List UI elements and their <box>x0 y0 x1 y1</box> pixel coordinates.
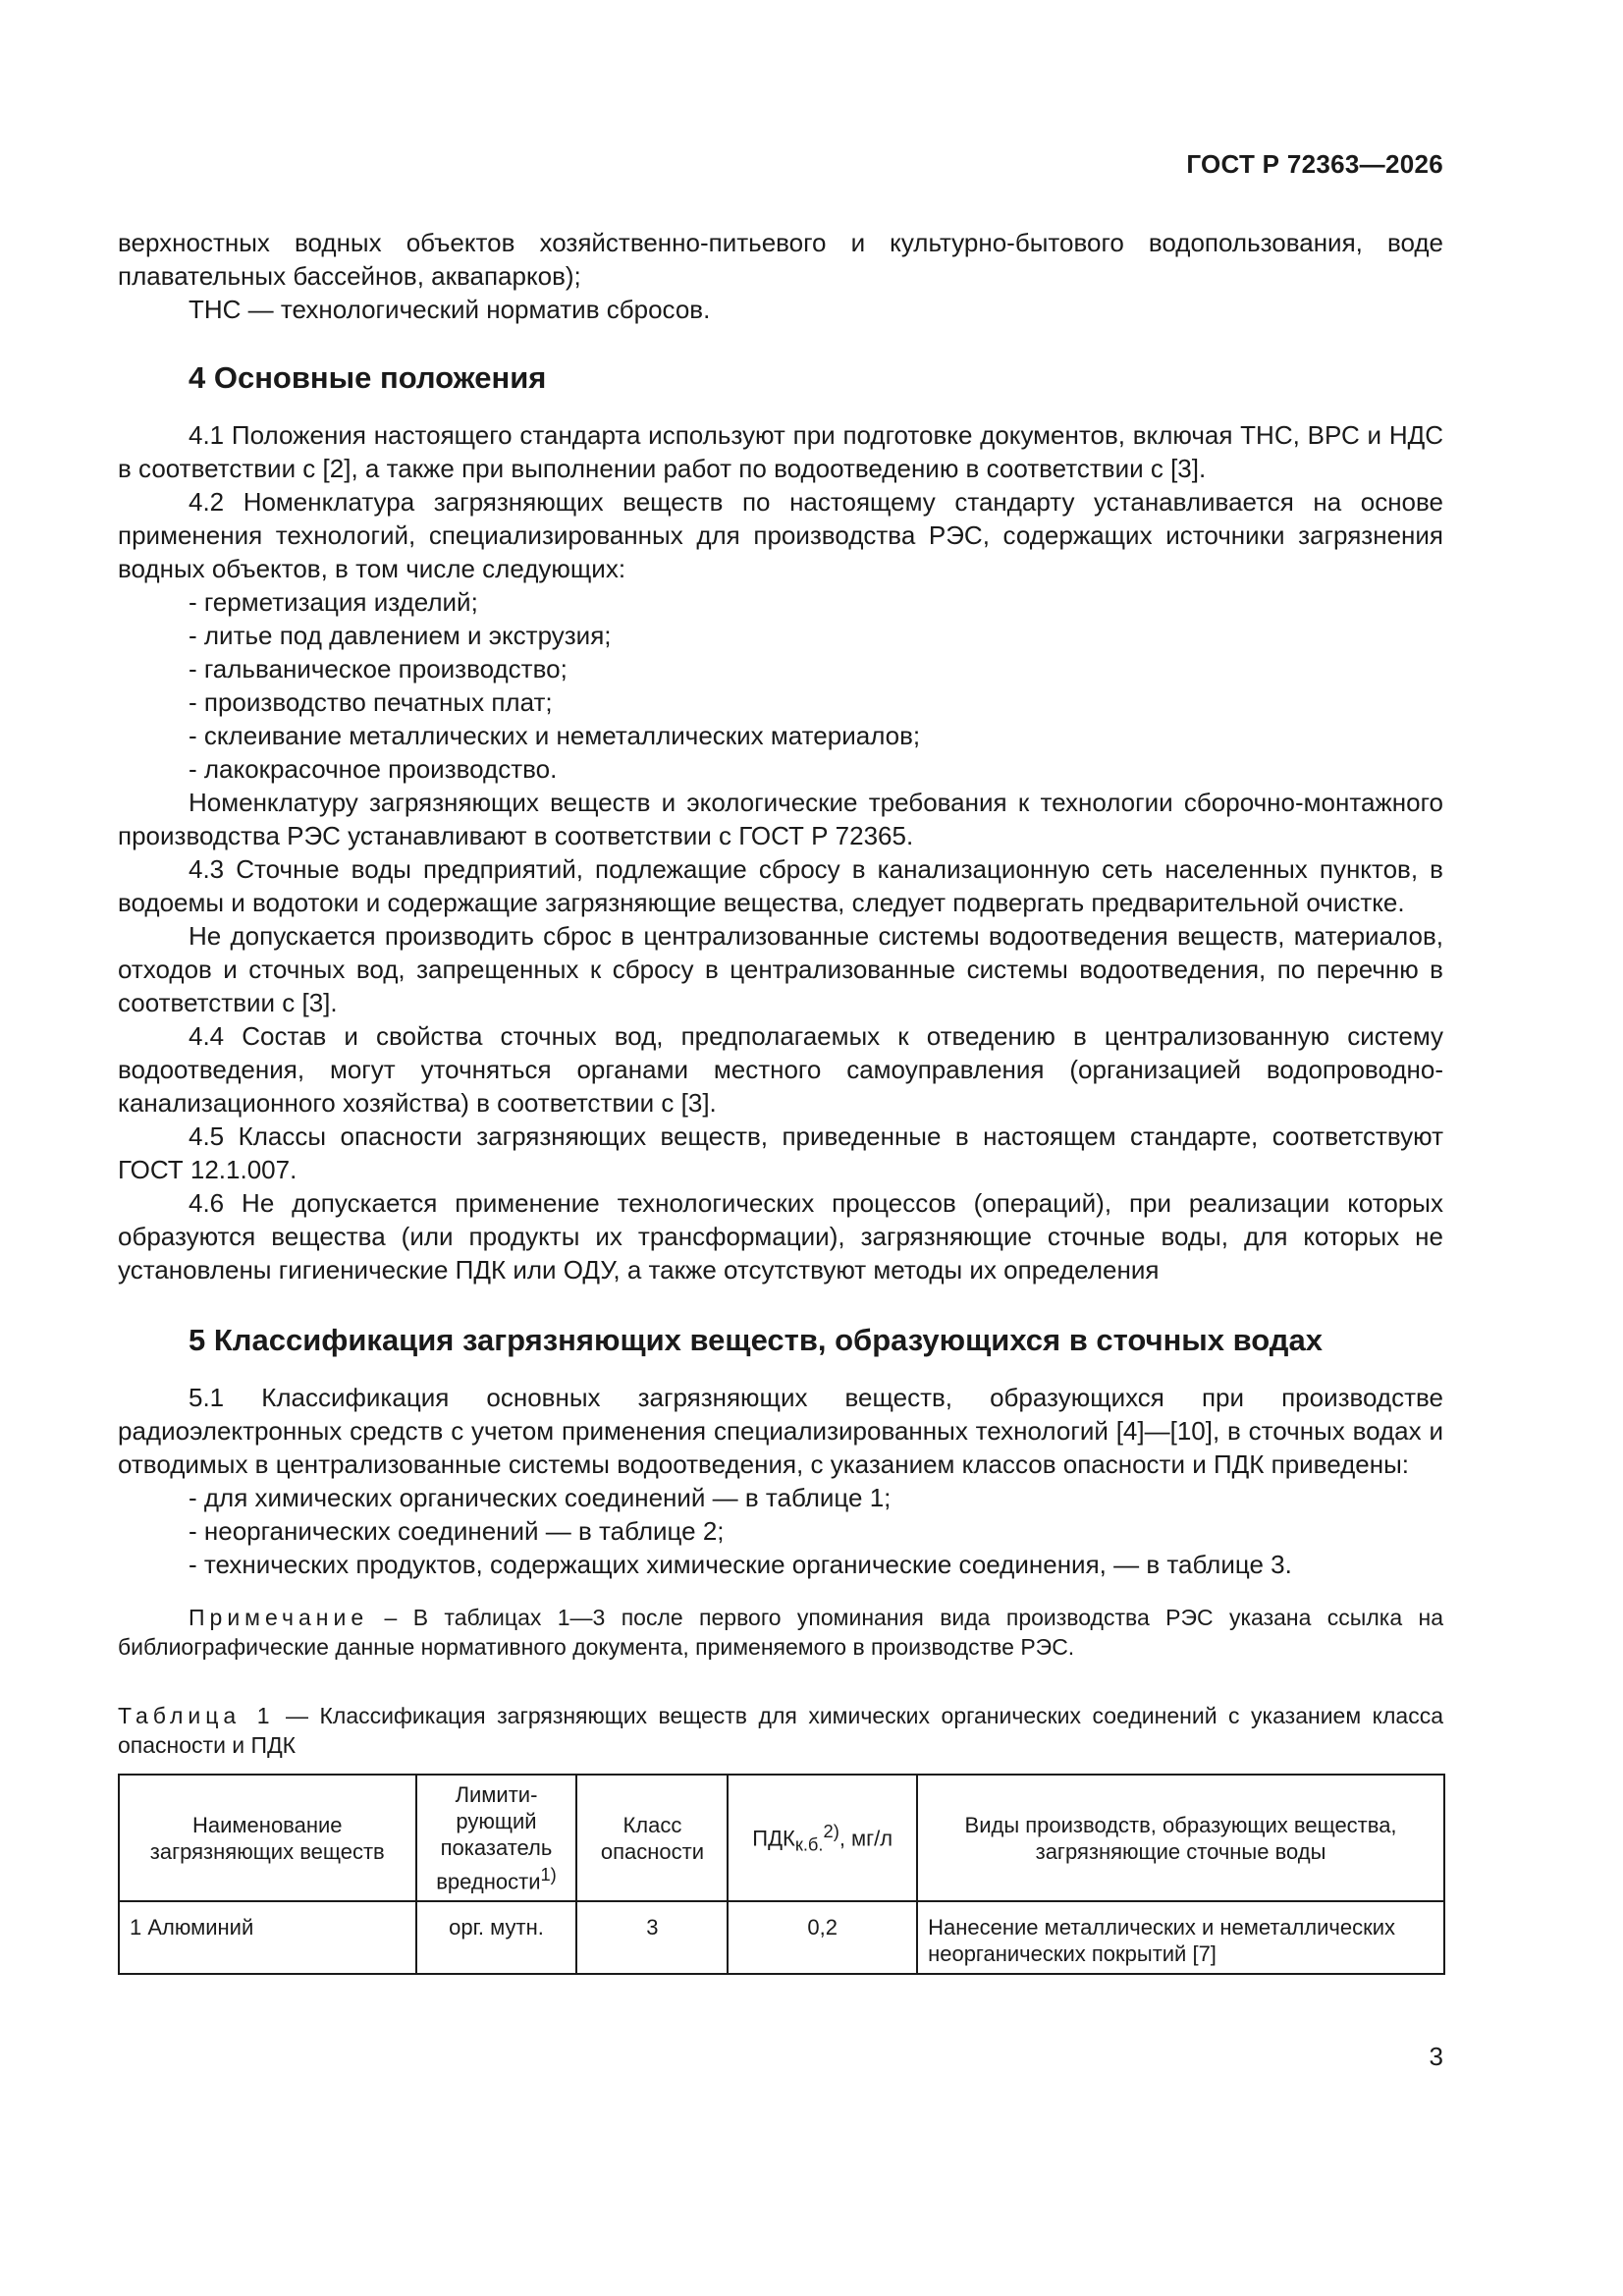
table-caption-label: Таблица 1 <box>118 1703 275 1728</box>
table-caption-text: — Классификация загрязняющих веществ для химических органических соединений с указанием класса опасности и ПДК <box>118 1703 1443 1758</box>
section-heading: 4 Основные положения <box>189 360 547 395</box>
column-header-pdk-unit: , мг/л <box>839 1826 893 1851</box>
paragraph: 4.6 Не допускается применение технологических процессов (операций), при реализации которых образуются вещества (или продукты их трансформации), загрязняющие сточные воды, для которых не установлены гигиенические ПДК или ОДУ, а также отсутствуют методы их определения <box>118 1188 1443 1285</box>
column-header-pdk-text: ПДК <box>752 1826 795 1851</box>
list-item: - гальваническое производство; <box>189 652 1443 685</box>
column-header-limit-footnote: 1) <box>540 1864 557 1885</box>
list-item: - для химических органических соединений — в таблице 1; <box>189 1481 1443 1514</box>
list-item: - технических продуктов, содержащих химические органические соединения, — в таблице 3. <box>189 1548 1443 1581</box>
paragraph: ТНС — технологический норматив сбросов. <box>189 295 711 324</box>
column-header-pdk-subscript: к.б. <box>794 1834 824 1856</box>
cell-types: Нанесение металлических и неметаллических неорганических покрытий [7] <box>917 1901 1444 1974</box>
list-item: - лакокрасочное производство. <box>189 752 1443 786</box>
column-header-limit <box>416 1775 577 1901</box>
list-item: - неорганических соединений — в таблице 2; <box>189 1514 1443 1548</box>
paragraph: 4.4 Состав и свойства сточных вод, предполагаемых к отведению в централизованную систему водоотведения, могут уточняться органами местного самоуправления (организацией водопроводно-канализационного хозяйства) в соответствии с [3]. <box>118 1021 1443 1118</box>
table-header-row <box>119 1775 1444 1901</box>
paragraph: Номенклатуру загрязняющих веществ и экологические требования к технологии сборочно-монтажного производства РЭС устанавливают в соответствии с ГОСТ Р 72365. <box>118 788 1443 850</box>
document-header: ГОСТ Р 72363—2026 <box>1186 149 1443 179</box>
list-item: - литье под давлением и экструзия; <box>189 619 1443 652</box>
page-number: 3 <box>1429 2042 1443 2071</box>
paragraph: 4.1 Положения настоящего стандарта используют при подготовке документов, включая ТНС, ВРС и НДС в соответствии с [2], а также при выполнении работ по водоотведению в соответствии с [3]. <box>118 420 1443 483</box>
table-row <box>119 1901 1444 1974</box>
list-item: - производство печатных плат; <box>189 685 1443 719</box>
column-header-limit-text: Лимити-рующий показатель вредности <box>436 1782 553 1894</box>
note-label: Примечание <box>189 1605 369 1630</box>
bullet-list <box>189 585 1443 786</box>
list-item: - герметизация изделий; <box>189 585 1443 619</box>
column-header-class: Класс опасности <box>576 1775 728 1901</box>
note-text: – В таблицах 1—3 после первого упоминания вида производства РЭС указана ссылка на библиографические данные нормативного документа, применяемого в производстве РЭС. <box>118 1605 1443 1660</box>
cell-limit: орг. мутн. <box>416 1901 577 1974</box>
note <box>118 1603 1443 1662</box>
paragraph: 4.2 Номенклатура загрязняющих веществ по настоящему стандарту устанавливается на основе применения технологий, специализированных для производства РЭС, содержащих источники загрязнения водных объектов, в том числе следующих: <box>118 487 1443 583</box>
cell-pdk: 0,2 <box>728 1901 917 1974</box>
classification-table <box>118 1774 1445 1975</box>
cell-class: 3 <box>576 1901 728 1974</box>
column-header-pdk-footnote: 2) <box>823 1821 839 1842</box>
paragraph: 5.1 Классификация основных загрязняющих веществ, образующихся при производстве радиоэлектронных средств с учетом применения специализированных технологий [4]—[10], в сточных водах и отводимых в централизованные системы водоотведения, с указанием классов опасности и ПДК приведены: <box>118 1383 1443 1479</box>
paragraph: верхностных водных объектов хозяйственно-питьевого и культурно-бытового водопользования, воде плавательных бассейнов, аквапарков); <box>118 228 1443 291</box>
paragraph: Не допускается производить сброс в централизованные системы водоотведения веществ, материалов, отходов и сточных вод, запрещенных к сбросу в централизованные системы водоотведения, по перечню в соответствии с [3]. <box>118 921 1443 1017</box>
table-caption <box>118 1701 1443 1760</box>
paragraph: 4.3 Сточные воды предприятий, подлежащие сбросу в канализационную сеть населенных пунктов, в водоемы и водотоки и содержащие загрязняющие вещества, следует подвергать предварительной очистке. <box>118 854 1443 917</box>
document-body <box>118 226 1443 1975</box>
column-header-pdk <box>728 1775 917 1901</box>
paragraph: 4.5 Классы опасности загрязняющих веществ, приведенные в настоящем стандарте, соответствуют ГОСТ 12.1.007. <box>118 1121 1443 1184</box>
section-heading: 5 Классификация загрязняющих веществ, образующихся в сточных водах <box>189 1323 1323 1357</box>
bullet-list <box>189 1481 1443 1581</box>
cell-name: 1 Алюминий <box>119 1901 416 1974</box>
column-header-types: Виды производств, образующих вещества, загрязняющие сточные воды <box>917 1775 1444 1901</box>
column-header-name: Наименование загрязняющих веществ <box>119 1775 416 1901</box>
list-item: - склеивание металлических и неметаллических материалов; <box>189 719 1443 752</box>
